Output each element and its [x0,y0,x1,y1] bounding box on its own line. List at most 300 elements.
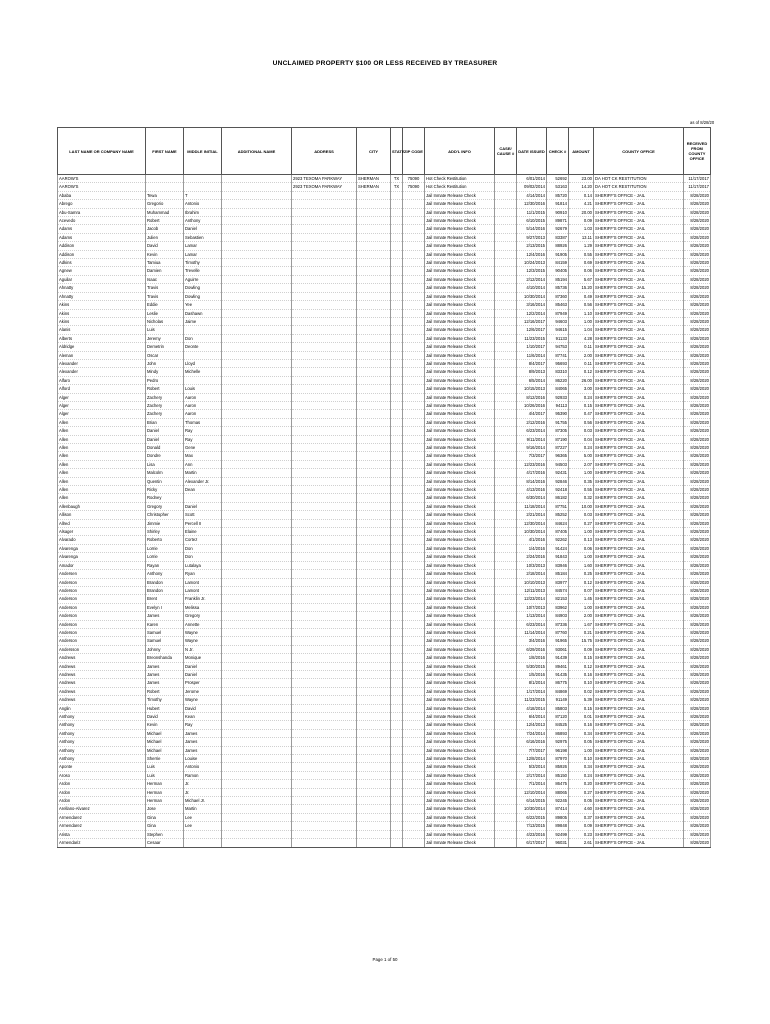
table-row [58,208,711,216]
cell-city [357,410,391,418]
cell-address [292,830,357,838]
cell-city [357,536,391,544]
cell-additional-name [222,713,292,721]
cell-address [292,208,357,216]
cell-last-name: Allenbaugh [58,502,146,510]
cell-city [357,645,391,653]
cell-additional-name [222,511,292,519]
cell-county-office: SHERIFF'S OFFICE - JAIL [594,309,684,317]
cell-addl-info: Jail Inmate Release Check [425,738,495,746]
cell-date-issued: 1/17/2014 [517,687,547,695]
cell-check-number: 94603 [547,317,569,325]
cell-state [391,839,403,847]
table-row [58,519,711,527]
cell-address [292,418,357,426]
cell-check-number: 87751 [547,502,569,510]
header-col-amount: AMOUNT [569,128,594,175]
cell-amount: 0.49 [569,292,594,300]
cell-additional-name [222,343,292,351]
cell-case [495,460,517,468]
cell-zip [403,704,425,712]
cell-last-name: Anderson [58,595,146,603]
cell-first-name: Stephen [146,830,184,838]
cell-received-from: 8/28/2020 [684,620,711,628]
cell-state [391,637,403,645]
cell-check-number: 88065 [547,788,569,796]
cell-state [391,284,403,292]
cell-addl-info: Jail Inmate Release Check [425,359,495,367]
cell-addl-info: Jail Inmate Release Check [425,654,495,662]
cell-last-name: Andrews [58,687,146,695]
cell-received-from: 8/28/2020 [684,418,711,426]
cell-address [292,746,357,754]
cell-city [357,696,391,704]
cell-date-issued: 6/29/2016 [517,645,547,653]
cell-date-issued: 3/16/2014 [517,301,547,309]
cell-amount: 0.56 [569,418,594,426]
cell-state [391,393,403,401]
cell-county-office: SHERIFF'S OFFICE - JAIL [594,704,684,712]
cell-date-issued: 12/10/2014 [517,788,547,796]
cell-received-from: 8/28/2020 [684,435,711,443]
cell-first-name: Kevin [146,250,184,258]
cell-check-number: 90910 [547,208,569,216]
cell-county-office: SHERIFF'S OFFICE - JAIL [594,721,684,729]
cell-address [292,519,357,527]
cell-received-from: 8/28/2020 [684,553,711,561]
cell-zip [403,393,425,401]
cell-received-from: 11/17/2017 [684,175,711,183]
cell-county-office: SHERIFF'S OFFICE - JAIL [594,729,684,737]
cell-additional-name [222,292,292,300]
cell-received-from: 8/28/2020 [684,687,711,695]
cell-check-number: 83962 [547,603,569,611]
cell-check-number: 92262 [547,536,569,544]
cell-additional-name [222,561,292,569]
cell-additional-name [222,536,292,544]
cell-received-from: 8/28/2020 [684,805,711,813]
cell-city [357,788,391,796]
cell-addl-info: Jail Inmate Release Check [425,713,495,721]
cell-address [292,696,357,704]
cell-addl-info: Jail Inmate Release Check [425,418,495,426]
cell-city [357,813,391,821]
cell-zip [403,292,425,300]
cell-check-number: 87190 [547,435,569,443]
cell-county-office: SHERIFF'S OFFICE - JAIL [594,536,684,544]
table-row [58,738,711,746]
cell-county-office: SHERIFF'S OFFICE - JAIL [594,822,684,830]
cell-state [391,528,403,536]
table-row [58,696,711,704]
cell-amount: 15.20 [569,284,594,292]
cell-additional-name [222,191,292,199]
cell-addl-info: Jail Inmate Release Check [425,259,495,267]
cell-date-issued: 6/17/2017 [517,839,547,847]
cell-county-office: SHERIFF'S OFFICE - JAIL [594,494,684,502]
cell-state [391,486,403,494]
cell-address [292,444,357,452]
cell-check-number: 87120 [547,713,569,721]
cell-city [357,452,391,460]
cell-address [292,267,357,275]
cell-county-office: SHERIFF'S OFFICE - JAIL [594,553,684,561]
table-row [58,822,711,830]
cell-amount: 0.03 [569,427,594,435]
cell-middle-initial: James [184,738,222,746]
cell-zip [403,729,425,737]
cell-first-name: Samuel [146,628,184,636]
cell-additional-name [222,612,292,620]
cell-city [357,200,391,208]
cell-amount: 0.55 [569,486,594,494]
cell-zip [403,553,425,561]
cell-city [357,460,391,468]
cell-last-name: Anderson [58,628,146,636]
cell-zip [403,225,425,233]
cell-address [292,687,357,695]
cell-additional-name [222,284,292,292]
cell-last-name: Allison [58,511,146,519]
cell-state [391,628,403,636]
cell-first-name: Gina [146,822,184,830]
cell-first-name: Christopher [146,511,184,519]
cell-state [391,217,403,225]
table-row [58,427,711,435]
cell-amount: 0.24 [569,771,594,779]
table-row [58,603,711,611]
cell-state [391,696,403,704]
cell-amount: 0.69 [569,259,594,267]
cell-first-name: Isaac [146,275,184,283]
cell-address [292,326,357,334]
cell-city [357,444,391,452]
cell-county-office: SHERIFF'S OFFICE - JAIL [594,519,684,527]
cell-city [357,839,391,847]
cell-date-issued: 11/6/2014 [517,351,547,359]
table-row [58,620,711,628]
cell-addl-info: Jail Inmate Release Check [425,309,495,317]
cell-first-name: Jimmie [146,519,184,527]
cell-zip [403,452,425,460]
cell-received-from: 8/28/2020 [684,704,711,712]
cell-middle-initial: Jr. [184,780,222,788]
cell-address [292,603,357,611]
cell-first-name: Damien [146,267,184,275]
cell-last-name: Armendarez [58,813,146,821]
cell-state [391,687,403,695]
cell-address [292,317,357,325]
cell-case [495,612,517,620]
cell-received-from: 8/28/2020 [684,292,711,300]
cell-zip [403,208,425,216]
cell-state [391,822,403,830]
cell-state [391,444,403,452]
cell-city [357,502,391,510]
cell-first-name: Pedro [146,376,184,384]
cell-check-number: 84159 [547,259,569,267]
cell-addl-info: Jail Inmate Release Check [425,494,495,502]
cell-case [495,427,517,435]
table-row [58,385,711,393]
cell-amount: 0.15 [569,401,594,409]
cell-first-name: Rayan [146,561,184,569]
cell-city [357,586,391,594]
cell-check-number: 85463 [547,301,569,309]
cell-case [495,713,517,721]
cell-middle-initial: Lutalaya [184,561,222,569]
cell-first-name: Michael [146,738,184,746]
cell-first-name: Robert [146,217,184,225]
table-row [58,813,711,821]
cell-county-office: SHERIFF'S OFFICE - JAIL [594,385,684,393]
cell-middle-initial: Michelle [184,368,222,376]
cell-last-name: Anthony [58,755,146,763]
cell-city [357,738,391,746]
header-col-additional-name: ADDITIONAL NAME [222,128,292,175]
cell-address [292,561,357,569]
cell-case [495,225,517,233]
cell-case [495,544,517,552]
cell-received-from: 8/28/2020 [684,536,711,544]
cell-city [357,570,391,578]
cell-city [357,519,391,527]
table-row [58,292,711,300]
cell-middle-initial: Lamar [184,242,222,250]
cell-middle-initial: Ray [184,435,222,443]
cell-date-issued: 11/23/2015 [517,696,547,704]
cell-first-name: Timothy [146,696,184,704]
cell-first-name: Jacob [146,225,184,233]
cell-first-name: Gina [146,813,184,821]
cell-amount: 15.75 [569,637,594,645]
cell-address [292,343,357,351]
cell-middle-initial: Lee [184,822,222,830]
cell-city [357,662,391,670]
cell-received-from: 8/28/2020 [684,586,711,594]
cell-additional-name [222,595,292,603]
cell-first-name [146,175,184,183]
cell-received-from: 8/28/2020 [684,250,711,258]
cell-county-office: SHERIFF'S OFFICE - JAIL [594,755,684,763]
cell-city [357,351,391,359]
cell-date-issued: 11/18/2014 [517,502,547,510]
table-row [58,721,711,729]
cell-received-from: 8/28/2020 [684,343,711,351]
cell-state [391,738,403,746]
cell-county-office: SHERIFF'S OFFICE - JAIL [594,452,684,460]
cell-state [391,242,403,250]
cell-date-issued: 6/4/2014 [517,713,547,721]
cell-city: SHERMAN [357,175,391,183]
cell-zip [403,637,425,645]
cell-last-name: Alexander [58,359,146,367]
cell-middle-initial: Louise [184,755,222,763]
cell-last-name: Anthony [58,738,146,746]
cell-city [357,250,391,258]
cell-received-from: 8/28/2020 [684,317,711,325]
cell-check-number: 92679 [547,225,569,233]
cell-additional-name [222,788,292,796]
cell-first-name: Tamiua [146,259,184,267]
cell-check-number: 92975 [547,738,569,746]
cell-state [391,225,403,233]
cell-received-from: 8/28/2020 [684,528,711,536]
cell-amount: 1.03 [569,225,594,233]
cell-additional-name [222,250,292,258]
cell-zip [403,385,425,393]
cell-check-number: 87336 [547,620,569,628]
table-row [58,586,711,594]
cell-address [292,822,357,830]
cell-date-issued: 12/30/2016 [517,200,547,208]
cell-amount: 0.24 [569,393,594,401]
cell-received-from: 8/28/2020 [684,755,711,763]
cell-address [292,259,357,267]
cell-amount: 0.34 [569,763,594,771]
cell-received-from: 8/28/2020 [684,309,711,317]
cell-case [495,637,517,645]
cell-last-name: AAROW'S [58,175,146,183]
cell-first-name: Luis [146,763,184,771]
cell-date-issued: 2/17/2014 [517,771,547,779]
cell-county-office: SHERIFF'S OFFICE - JAIL [594,620,684,628]
cell-first-name: James [146,679,184,687]
cell-middle-initial: Sebastien [184,233,222,241]
cell-county-office: SHERIFF'S OFFICE - JAIL [594,326,684,334]
table-row [58,225,711,233]
cell-additional-name [222,225,292,233]
cell-case [495,805,517,813]
cell-county-office: SHERIFF'S OFFICE - JAIL [594,511,684,519]
cell-amount: 0.12 [569,662,594,670]
cell-last-name: Alvarenga [58,544,146,552]
cell-middle-initial: Martin [184,805,222,813]
header-col-zip: ZIP CODE [403,128,425,175]
cell-county-office: SHERIFF'S OFFICE - JAIL [594,410,684,418]
cell-state [391,259,403,267]
cell-state [391,561,403,569]
cell-middle-initial: Wayne [184,628,222,636]
cell-additional-name [222,385,292,393]
table-row [58,200,711,208]
cell-case [495,813,517,821]
table-row [58,191,711,199]
cell-addl-info: Jail Inmate Release Check [425,343,495,351]
cell-date-issued: 12/6/2017 [517,326,547,334]
cell-middle-initial [184,839,222,847]
cell-addl-info: Jail Inmate Release Check [425,225,495,233]
cell-amount: 0.03 [569,511,594,519]
cell-addl-info: Jail Inmate Release Check [425,721,495,729]
cell-state [391,275,403,283]
cell-addl-info: Jail Inmate Release Check [425,410,495,418]
cell-received-from: 8/28/2020 [684,511,711,519]
cell-county-office: SHERIFF'S OFFICE - JAIL [594,595,684,603]
cell-amount: 0.05 [569,738,594,746]
cell-check-number: 83310 [547,368,569,376]
cell-middle-initial: Louis [184,385,222,393]
cell-middle-initial: Lamont [184,578,222,586]
cell-received-from: 8/28/2020 [684,502,711,510]
cell-case [495,561,517,569]
cell-address [292,637,357,645]
cell-zip [403,763,425,771]
cell-last-name: Andrews [58,696,146,704]
cell-zip [403,359,425,367]
cell-first-name: Zachery [146,401,184,409]
cell-last-name: Allen [58,452,146,460]
cell-date-issued: 5/3/2014 [517,763,547,771]
cell-state [391,317,403,325]
cell-received-from: 8/28/2020 [684,612,711,620]
cell-addl-info: Jail Inmate Release Check [425,729,495,737]
cell-amount: 1.04 [569,326,594,334]
cell-case [495,183,517,191]
cell-amount: 0.37 [569,813,594,821]
cell-amount: 0.21 [569,628,594,636]
cell-middle-initial: Wayne [184,696,222,704]
cell-last-name: Amador [58,561,146,569]
cell-last-name: Aroso [58,771,146,779]
cell-county-office: SHERIFF'S OFFICE - JAIL [594,200,684,208]
cell-city [357,721,391,729]
cell-last-name: Armendariz [58,839,146,847]
cell-middle-initial [184,326,222,334]
cell-first-name: Lisa [146,460,184,468]
cell-city [357,359,391,367]
cell-middle-initial: Ramon [184,771,222,779]
cell-zip [403,813,425,821]
cell-addl-info: Jail Inmate Release Check [425,250,495,258]
table-row [58,662,711,670]
cell-city [357,561,391,569]
cell-case [495,771,517,779]
cell-first-name: Zachery [146,393,184,401]
table-row [58,401,711,409]
cell-middle-initial: Lee [184,813,222,821]
cell-case [495,553,517,561]
cell-county-office: SHERIFF'S OFFICE - JAIL [594,217,684,225]
cell-address [292,217,357,225]
cell-middle-initial: Scott [184,511,222,519]
cell-additional-name [222,359,292,367]
cell-date-issued: 12/11/2013 [517,586,547,594]
cell-case [495,502,517,510]
table-row [58,612,711,620]
cell-last-name: Abu-Samra [58,208,146,216]
cell-case [495,645,517,653]
cell-date-issued: 09/02/2014 [517,183,547,191]
cell-case [495,301,517,309]
cell-received-from: 8/28/2020 [684,477,711,485]
cell-first-name: Robert [146,687,184,695]
cell-received-from: 8/28/2020 [684,544,711,552]
cell-check-number: 94503 [547,460,569,468]
table-row [58,486,711,494]
cell-amount: 0.14 [569,191,594,199]
cell-first-name: Cesaar [146,839,184,847]
cell-case [495,536,517,544]
cell-amount: 0.11 [569,359,594,367]
cell-case [495,788,517,796]
cell-received-from: 8/28/2020 [684,217,711,225]
cell-additional-name [222,494,292,502]
cell-city [357,309,391,317]
cell-last-name: Andrews [58,670,146,678]
cell-last-name: Andrews [58,679,146,687]
cell-received-from: 8/28/2020 [684,637,711,645]
